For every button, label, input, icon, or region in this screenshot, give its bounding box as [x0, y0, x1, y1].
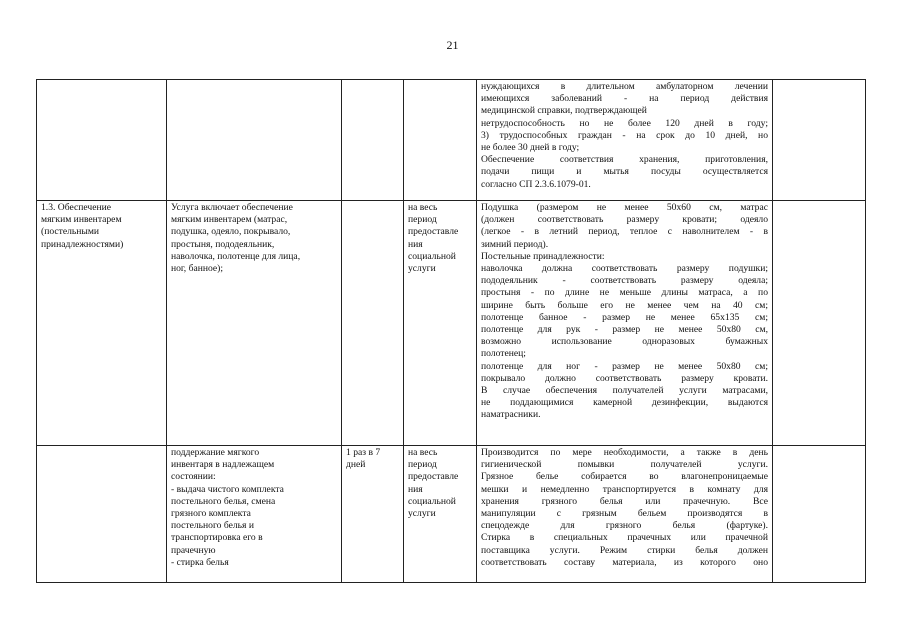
cell-text-line: полотенец; [481, 348, 526, 360]
cell-text-line: Грязное белье собирается во влагонепроницаемые [481, 471, 768, 483]
cell-text-line: Услуга включает обеспечение [171, 202, 293, 213]
cell-text-line: Постельные принадлежности: [481, 250, 605, 262]
cell-text-line: Обеспечение соответствия хранения, приготовления, [481, 154, 768, 166]
page-number: 21 [446, 38, 459, 52]
cell-text-line: инвентаря в надлежащем [171, 459, 275, 471]
cell-text-line: хранения грязного белья или прачечную. Все [481, 495, 768, 507]
requirements-cell [477, 80, 773, 201]
cell-text-line: не поддающимися камерной дезинфекции, выдаются [481, 397, 768, 409]
cell-text-line: имеющихся заболеваний - на период действия [481, 93, 768, 105]
cell-text-line: ширине быть больше его не менее чем на 40 см; [481, 299, 768, 311]
cell-text-line: прачечную [171, 544, 216, 556]
cell-text-line: наволочка должна соответствовать размеру подушки; [481, 263, 768, 275]
cell-text-line: возможно использование одноразовых бумажных [481, 336, 768, 348]
cell-text-line: на весь [408, 202, 438, 213]
cell-text-line: ния [408, 483, 423, 495]
cell-text-line: Производится по мере необходимости, а также в день [481, 447, 768, 458]
cell-text-line: гигиенической помывки получателей услуги. [481, 459, 768, 471]
cell-text-line: период [408, 214, 437, 226]
cell-text-line: - стирка белья [171, 556, 229, 568]
periodicity-cell [342, 80, 404, 201]
table-row [37, 201, 866, 446]
requirements-cell [477, 201, 773, 446]
cell-text-line: на весь [408, 447, 438, 458]
cell-text-line: манипуляции с грязным бельем производятся в [481, 508, 768, 520]
cell-text-line: постельного белья и [171, 520, 254, 532]
cell-text-line: 1 раз в 7 [346, 447, 381, 458]
table-row [37, 80, 866, 201]
cell-text-line: полотенце для рук - размер не менее 50х80 см, [481, 324, 768, 336]
cell-text-line: дней [346, 459, 366, 471]
cell-text-line: пододеяльник - соответствовать размеру одеяла; [481, 275, 768, 287]
table-row [37, 446, 866, 583]
cell-text-line: нетрудоспособность но не более 120 дней в году; [481, 117, 768, 129]
cell-text-line: мешки и немедленно транспортируется в комнату для [481, 483, 768, 495]
cell-text-line: простыня, пододеяльник, [171, 238, 275, 250]
cell-text-line: полотенце для ног - размер не менее 50х80 см; [481, 360, 768, 372]
cell-text-line: согласно СП 2.3.6.1079-01. [481, 178, 591, 190]
cell-text-line: постельного белья, смена [171, 495, 276, 507]
cell-text-line: поставщика услуги. Режим стирки белья должен [481, 544, 768, 556]
cell-text-line: нуждающихся в длительном амбулаторном лечении [481, 81, 768, 92]
cell-text-line: не более 30 дней в году; [481, 142, 580, 154]
cell-text-line: принадлежностями) [41, 238, 124, 250]
cell-text-line: мягким инвентарем [41, 214, 122, 226]
cell-text-line: наволочка, полотенце для лица, [171, 250, 301, 262]
cell-text-line: Стирка в специальных прачечных или прачечной [481, 532, 768, 544]
cell-text-line: мягким инвентарем (матрас, [171, 214, 288, 226]
cell-text-line: грязного комплекта [171, 508, 251, 520]
cell-text-line: социальной [408, 495, 456, 507]
cell-text-line: В случае обеспечения получателей услуги матрасами, [481, 385, 768, 397]
cell-text-line: предоставле [408, 226, 459, 238]
cell-text-line: 1.3. Обеспечение [41, 202, 111, 213]
cell-text-line: Подушка (размером не менее 50х60 см, матрас [481, 202, 768, 213]
term-cell [404, 446, 477, 583]
periodicity-cell [342, 201, 404, 446]
cell-text-line: спецодежде для грязного белья (фартуке). [481, 520, 768, 532]
cell-text-line: социальной [408, 250, 456, 262]
service-name-cell [37, 446, 167, 583]
notes-cell [773, 80, 866, 201]
notes-cell [773, 446, 866, 583]
periodicity-cell [342, 446, 404, 583]
cell-text-line: (постельными [41, 226, 100, 238]
cell-text-line: период [408, 459, 437, 471]
cell-text-line: ния [408, 238, 423, 250]
cell-text-line: услуги [408, 508, 436, 520]
service-name-cell [37, 201, 167, 446]
cell-text-line: покрывало должно соответствовать размеру кровати. [481, 372, 768, 384]
cell-text-line: поддержание мягкого [171, 447, 260, 458]
notes-cell [773, 201, 866, 446]
cell-text-line: состоянии: [171, 471, 216, 483]
services-table [36, 79, 866, 583]
cell-text-line: полотенце банное - размер не менее 65х135 см; [481, 311, 768, 323]
cell-text-line: медицинской справки, подтверждающей [481, 105, 647, 117]
cell-text-line: (легкое - в летний период, теплое с наволнителем - в [481, 226, 768, 238]
term-cell [404, 201, 477, 446]
cell-text-line: простыня - по длине не меньше длины матраса, а по [481, 287, 768, 299]
cell-text-line: (должен соответствовать размеру кровати; одеяло [481, 214, 768, 226]
service-name-cell [37, 80, 167, 201]
cell-text-line: подушка, одеяло, покрывало, [171, 226, 291, 238]
cell-text-line: предоставле [408, 471, 459, 483]
term-cell [404, 80, 477, 201]
cell-text-line: - выдача чистого комплекта [171, 483, 284, 495]
cell-text-line: соответствовать составу материала, из которого оно [481, 556, 768, 568]
cell-text-line: ног, банное); [171, 263, 224, 275]
cell-text-line: транспортировка его в [171, 532, 263, 544]
service-content-cell [167, 201, 342, 446]
requirements-cell [477, 446, 773, 583]
cell-text-line: зимний период). [481, 238, 549, 250]
cell-text-line: услуги [408, 263, 436, 275]
cell-text-line: наматрасники. [481, 409, 541, 421]
service-content-cell [167, 446, 342, 583]
cell-text-line: 3) трудоспособных граждан - на срок до 10 дней, но [481, 129, 768, 141]
cell-text-line: подачи пищи и мытья посуды осуществляется [481, 166, 768, 178]
service-content-cell [167, 80, 342, 201]
